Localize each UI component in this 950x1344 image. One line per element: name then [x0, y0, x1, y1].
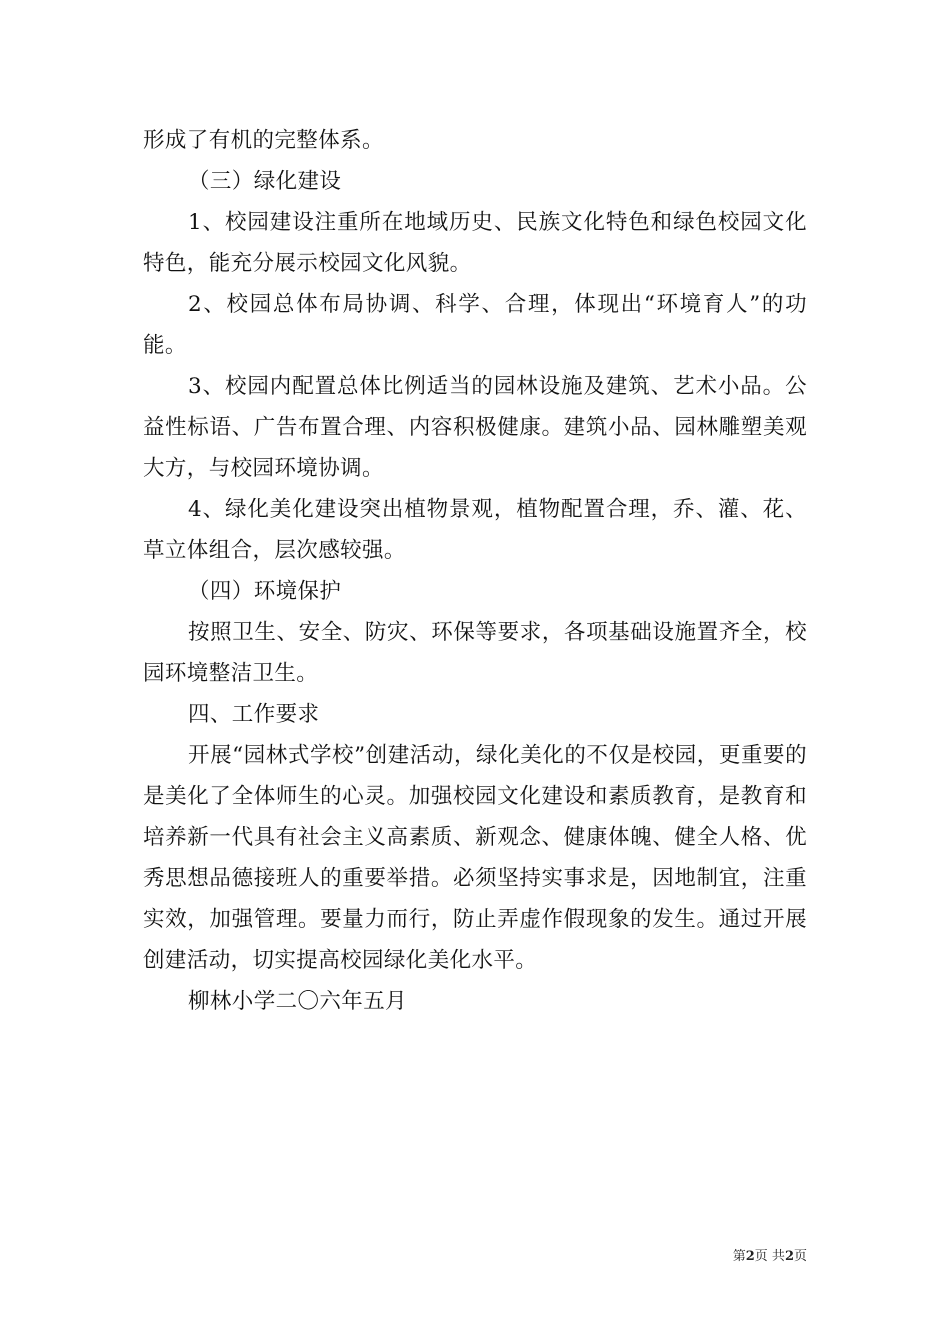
footer-total-pages: 2: [784, 1249, 794, 1264]
paragraph-environment: 按照卫生、安全、防灾、环保等要求，各项基础设施置齐全，校园环境整洁卫生。: [143, 620, 807, 686]
section-heading-requirements: 四、工作要求: [188, 702, 320, 727]
paragraph-item-1: 1、校园建设注重所在地域历史、民族文化特色和绿色校园文化特色，能充分展示校园文化风貌。: [143, 210, 807, 276]
document-body: [143, 120, 807, 1022]
paragraph-item-4: 4、绿化美化建设突出植物景观，植物配置合理，乔、灌、花、草立体组合，层次感较强。: [143, 497, 807, 563]
page-number-footer: [733, 1249, 807, 1265]
paragraph-item-3: 3、校园内配置总体比例适当的园林设施及建筑、艺术小品。公益性标语、广告布置合理、内容积极健康。建筑小品、园林雕塑美观大方，与校园环境协调。: [143, 374, 807, 481]
footer-page-number: 2: [745, 1249, 755, 1264]
footer-prefix: 第: [732, 1249, 746, 1264]
paragraph-item-2: 2、校园总体布局协调、科学、合理，体现出“环境育人”的功能。: [143, 292, 807, 358]
footer-suffix: 页: [793, 1249, 807, 1264]
signature-date: 柳林小学二〇六年五月: [188, 989, 408, 1014]
paragraph-continuation: 形成了有机的完整体系。: [143, 128, 384, 153]
paragraph-requirements: 开展“园林式学校”创建活动，绿化美化的不仅是校园，更重要的是美化了全体师生的心灵。加强校园文化建设和素质教育，是教育和培养新一代具有社会主义高素质、新观念、健康体魄、健全人格、优秀思想品德接班人的重要举措。必须坚持实事求是，因地制宜，注重实效，加强管理。要量力而行，防止弄虚作假现象的发生。通过开展创建活动，切实提高校园绿化美化水平。: [143, 743, 807, 973]
section-heading-environment: （四）环境保护: [188, 579, 342, 604]
section-heading-greening: （三）绿化建设: [188, 169, 342, 194]
footer-middle: 页 共: [754, 1249, 785, 1264]
